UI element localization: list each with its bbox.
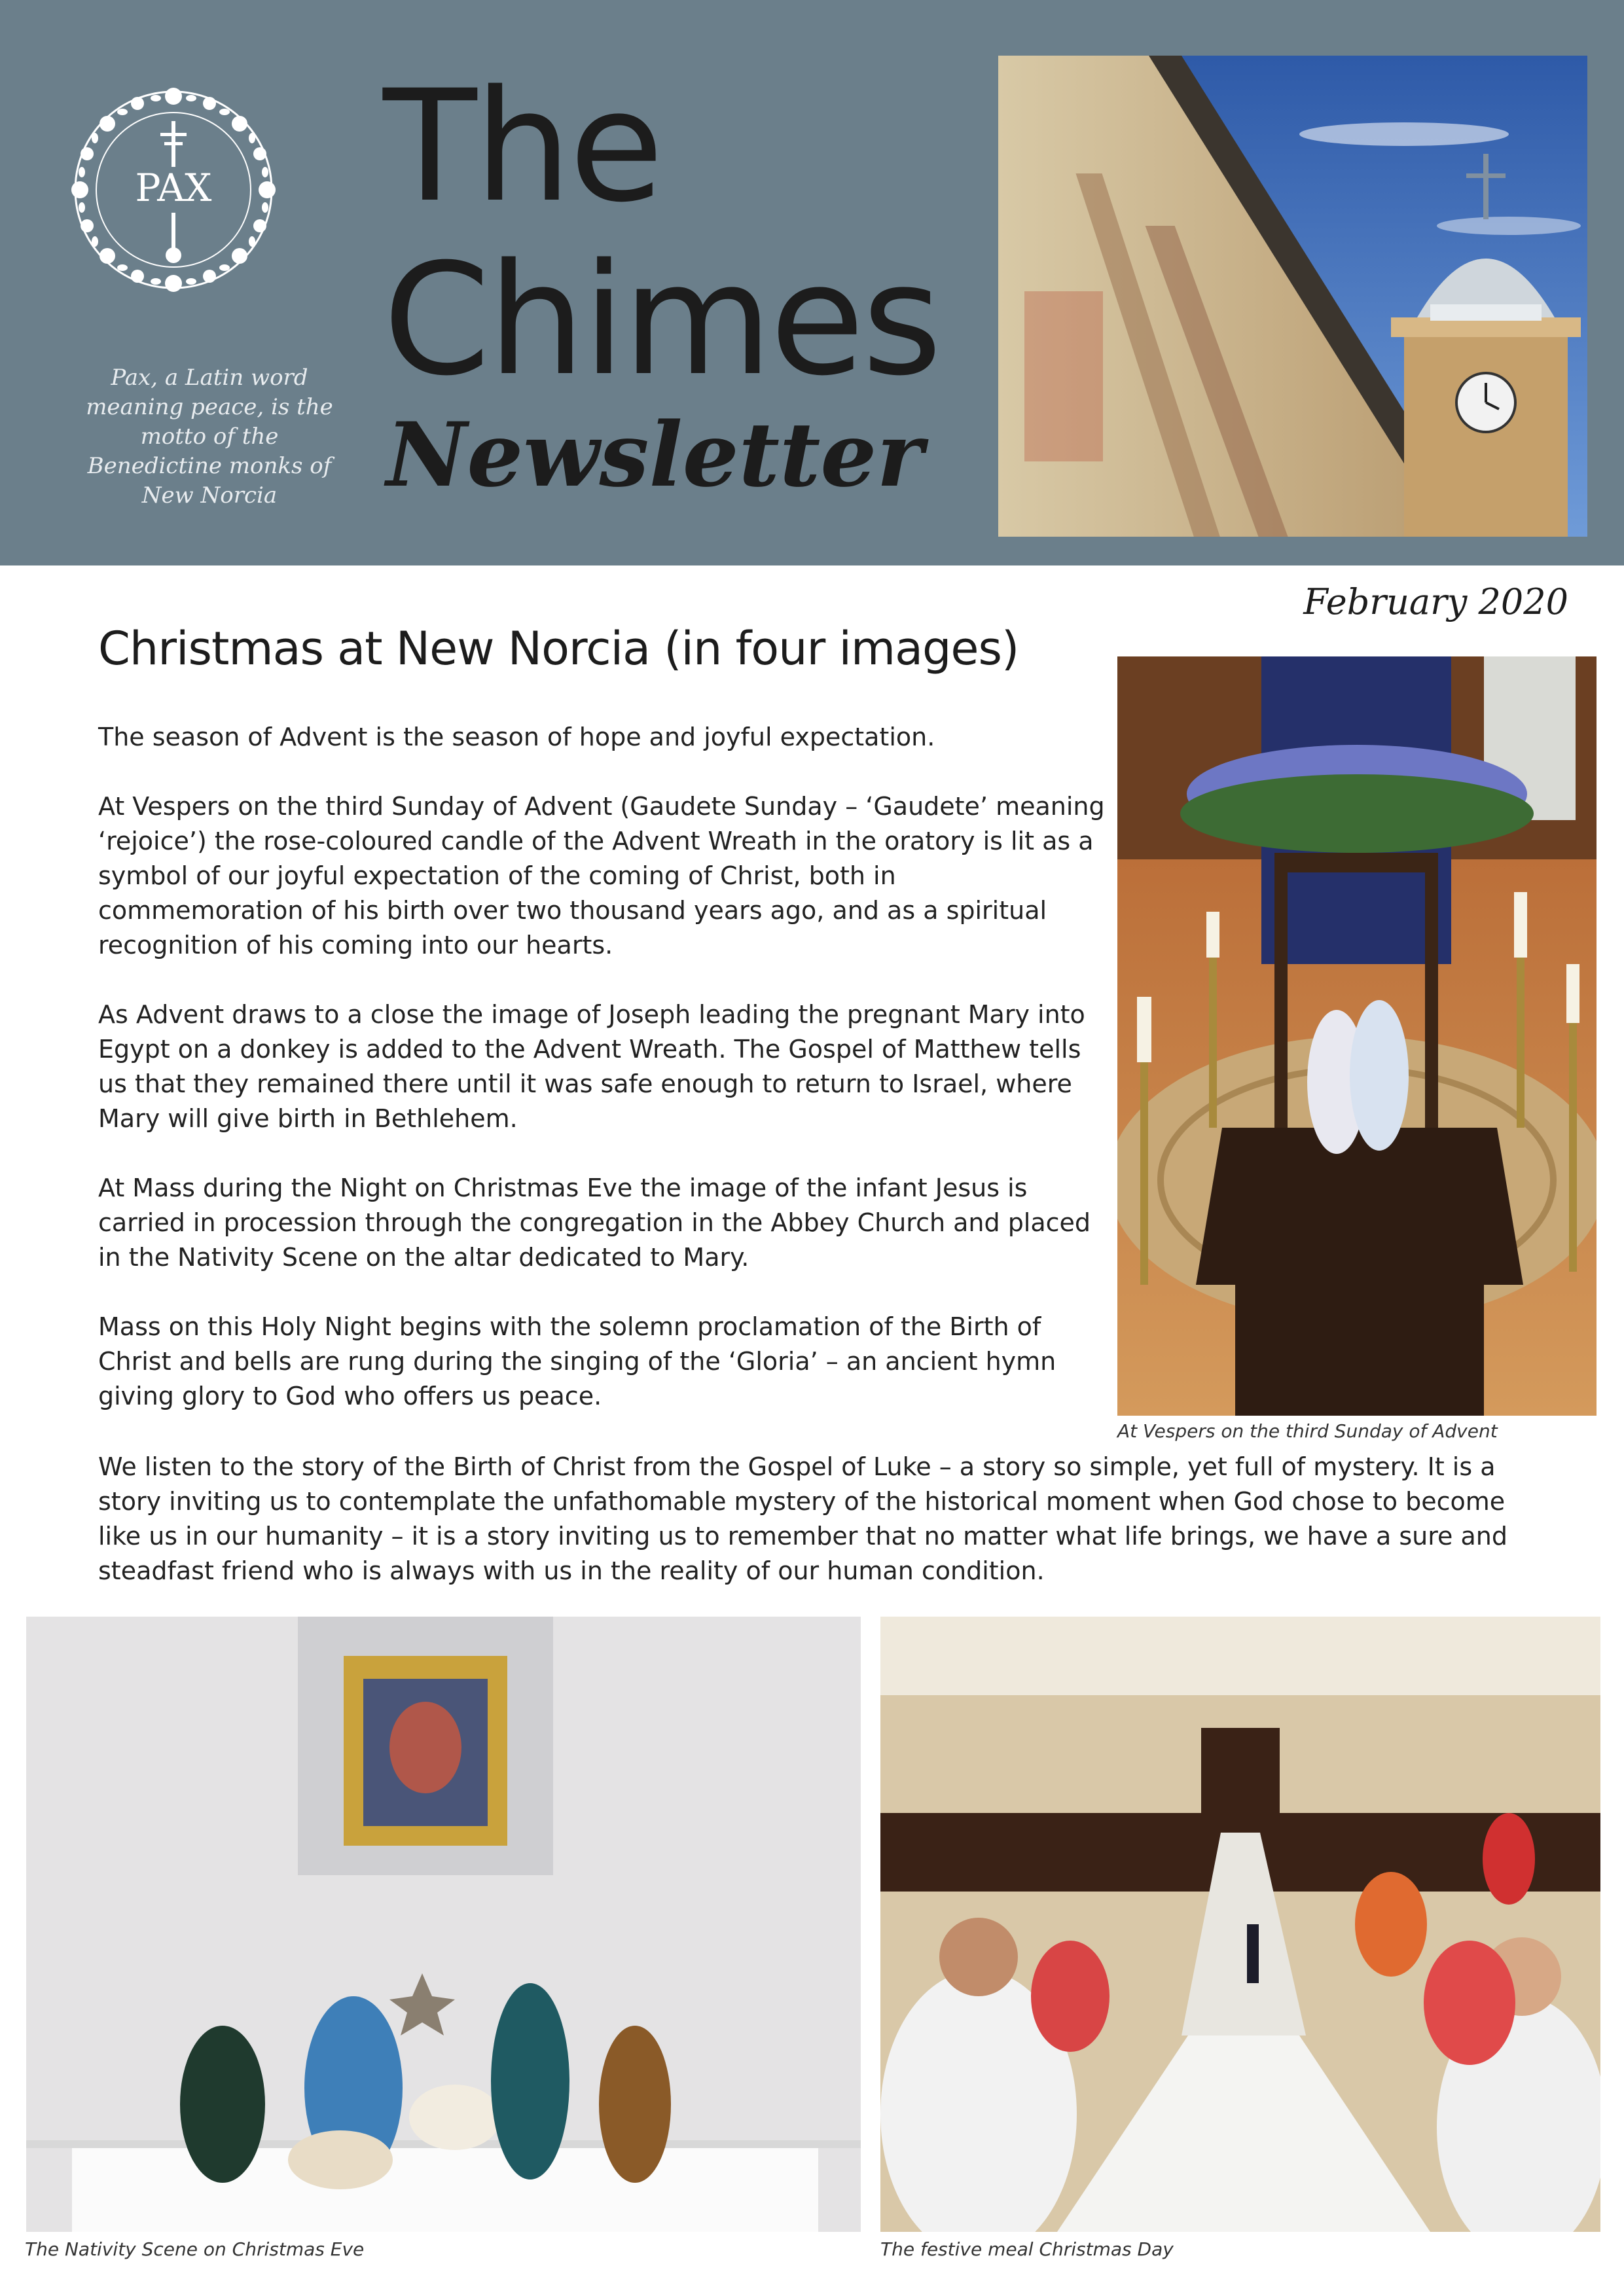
article-body-wide <box>98 1450 1545 1623</box>
nativity-scene-photo <box>26 1617 861 2232</box>
article-headline: Christmas at New Norcia (in four images) <box>98 622 1019 675</box>
advent-caption: At Vespers on the third Sunday of Advent <box>1117 1420 1498 1442</box>
pax-caption: Pax, a Latin word meaning peace, is the motto of the Benedictine monks of New Norcia <box>86 365 333 509</box>
nativity-caption: The Nativity Scene on Christmas Eve <box>25 2238 365 2260</box>
title-chimes: Chimes <box>383 231 940 410</box>
festive-meal-photo <box>880 1617 1600 2232</box>
title-newsletter: Newsletter <box>386 403 924 507</box>
masthead-banner <box>0 0 1624 565</box>
paragraph-5: Mass on this Holy Night begins with the solemn proclamation of the Birth of Christ and bells are rung during the singing of the ‘Gloria’ – an ancient hymn giving glory to God who offers us peace. <box>98 1312 1056 1410</box>
meal-caption: The festive meal Christmas Day <box>880 2238 1174 2260</box>
bell-tower-photo <box>998 56 1587 537</box>
paragraph-1: The season of Advent is the season of hope and joyful expectation. <box>98 723 935 751</box>
paragraph-4: At Mass during the Night on Christmas Eve the image of the infant Jesus is carried in procession through the congregation in the Abbey Church and placed in the Nativity Scene on the altar dedicated to Mary. <box>98 1174 1091 1272</box>
paragraph-6: We listen to the story of the Birth of Christ from the Gospel of Luke – a story so simple, yet full of mystery. It is a story inviting us to contemplate the unfathomable mystery of the historical moment when God chose to become like us in our humanity – it is a story inviting us to remember that no matter what life brings, we have a sure and steadfast friend who is always with us in the reality of our human condition. <box>98 1452 1507 1585</box>
pax-logo-text: PAX <box>135 166 212 210</box>
paragraph-2: At Vespers on the third Sunday of Advent (Gaudete Sunday – ‘Gaudete’ meaning ‘rejoice’) the rose-coloured candle of the Advent Wreath in the oratory is lit as a symbol of our joyful expectation of the coming of Christ, both in commemoration of his birth over two thousand years ago, and as a spiritual recognition of his coming into our hearts. <box>98 792 1105 960</box>
advent-wreath-photo <box>1117 656 1597 1416</box>
pax-wreath-logo <box>69 82 278 298</box>
issue-date: February 2020 <box>1303 581 1568 622</box>
title-the: The <box>383 58 662 236</box>
paragraph-3: As Advent draws to a close the image of Joseph leading the pregnant Mary into Egypt on a donkey is added to the Advent Wreath. The Gospel of Matthew tells us that they remained there until it was safe enough to return to Israel, where Mary will give birth in Bethlehem. <box>98 1000 1085 1133</box>
article-body-narrow <box>98 720 1106 1448</box>
